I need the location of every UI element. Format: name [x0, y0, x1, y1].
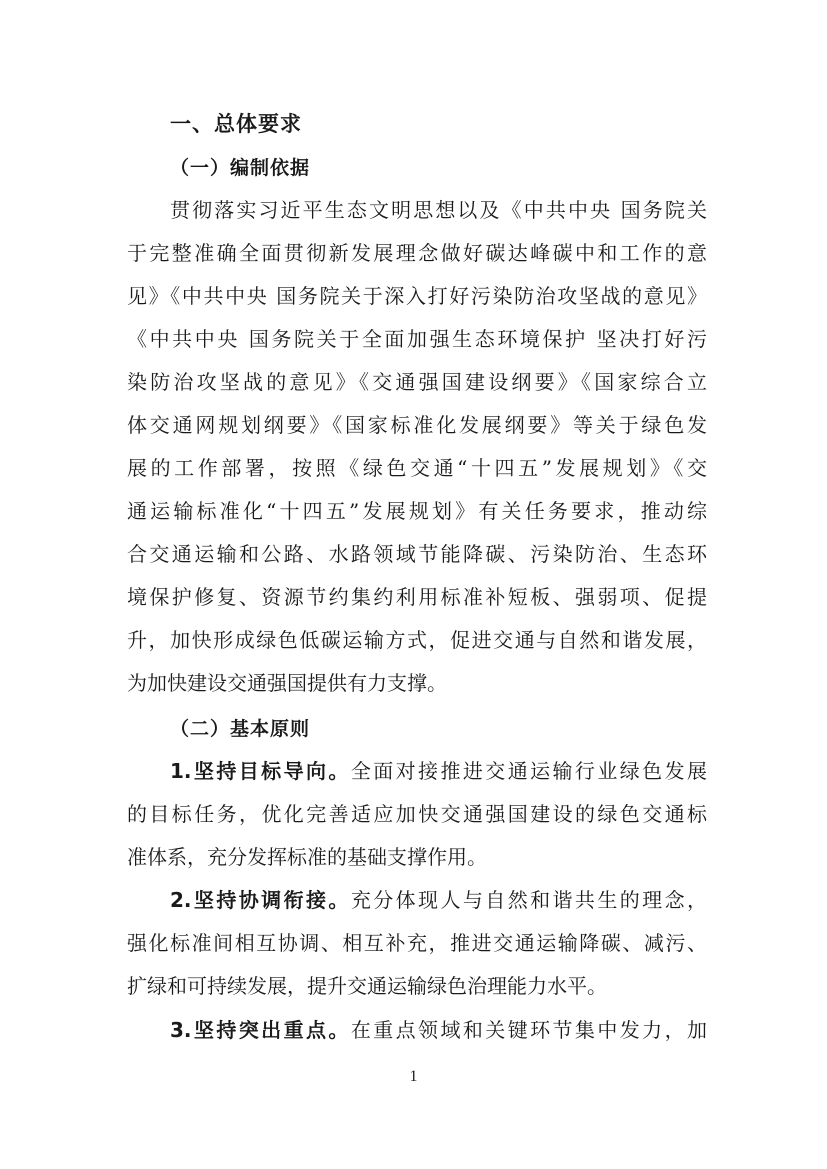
paragraph-line: 染防治攻坚战的意见》《交通强国建设纲要》《国家综合立 — [127, 370, 707, 394]
paragraph-line: 体交通网规划纲要》《国家标准化发展纲要》等关于绿色发 — [127, 413, 707, 437]
principle-3-text: 在重点领域和关键环节集中发力，加 — [350, 1018, 707, 1042]
paragraph-line: 境保护修复、资源节约集约利用标准补短板、强弱项、促提 — [127, 585, 707, 609]
principle-3-lead: 3.坚持突出重点。 — [170, 1018, 351, 1042]
principle-2-lead: 2.坚持协调衔接。 — [170, 888, 351, 912]
paragraph-line: 通运输标准化“十四五”发展规划》有关任务要求，推动综 — [127, 499, 707, 523]
principle-2-text: 充分体现人与自然和谐共生的理念， — [350, 888, 707, 912]
paragraph-line: 于完整准确全面贯彻新发展理念做好碳达峰碳中和工作的意 — [127, 241, 707, 265]
principle-1-lead: 1.坚持目标导向。 — [170, 759, 351, 783]
subsection-title-principles: （二）基本原则 — [170, 718, 311, 740]
paragraph-line: 合交通运输和公路、水路领域节能降碳、污染防治、生态环 — [127, 542, 707, 566]
paragraph-line: 强化标准间相互协调、相互补充，推进交通运输降碳、减污、 — [127, 931, 707, 955]
principle-1-text: 全面对接推进交通运输行业绿色发展 — [350, 759, 707, 783]
principle-1-line — [170, 757, 707, 785]
principle-2-line — [170, 886, 707, 914]
principle-3-line — [170, 1016, 707, 1044]
paragraph-line: 见》《中共中央 国务院关于深入打好污染防治攻坚战的意见》 — [127, 284, 707, 308]
paragraph-line: 贯彻落实习近平生态文明思想以及《中共中央 国务院关 — [170, 198, 707, 222]
paragraph-line: 准体系，充分发挥标准的基础支撑作用。 — [127, 845, 487, 869]
paragraph-line: 展的工作部署，按照《绿色交通“十四五”发展规划》《交 — [127, 456, 707, 480]
section-title: 一、总体要求 — [170, 112, 302, 136]
paragraph-line: 扩绿和可持续发展，提升交通运输绿色治理能力水平。 — [127, 974, 607, 998]
paragraph-line: 的目标任务，优化完善适应加快交通强国建设的绿色交通标 — [127, 802, 707, 826]
page-number: 1 — [409, 1068, 418, 1085]
paragraph-line: 升，加快形成绿色低碳运输方式，促进交通与自然和谐发展， — [127, 628, 707, 652]
subsection-title-basis: （一）编制依据 — [170, 157, 311, 179]
paragraph-line: 为加快建设交通强国提供有力支撑。 — [127, 671, 447, 695]
paragraph-line: 《中共中央 国务院关于全面加强生态环境保护 坚决打好污 — [127, 327, 707, 351]
